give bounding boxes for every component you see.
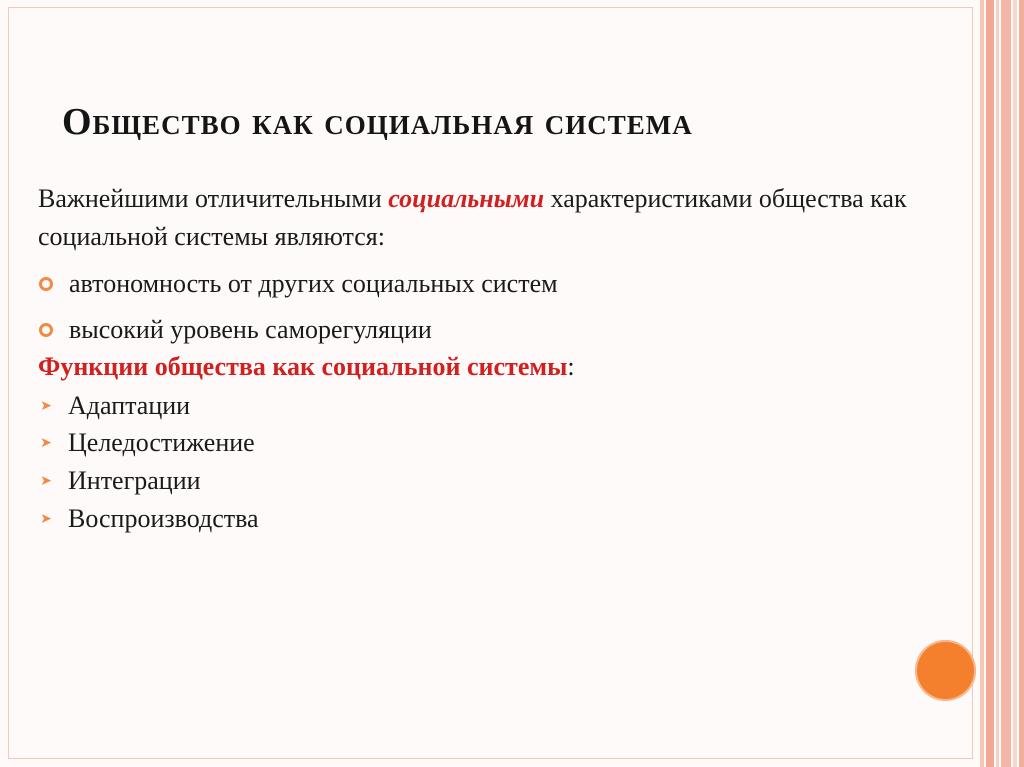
intro-text-end: характеристиками общества как социальной системы являются: (38, 184, 907, 251)
functions-heading-colon: : (567, 352, 575, 381)
stripe (1001, 0, 1011, 767)
stripe (996, 0, 999, 767)
function-text: Целедостижение (68, 428, 255, 457)
stripe (986, 0, 994, 767)
functions-heading-text: Функции общества как социальной системы (38, 352, 568, 381)
chevron-right-icon: ➤ (40, 435, 52, 451)
function-item (38, 502, 259, 536)
decorative-stripes (980, 0, 1024, 767)
stripe (980, 0, 984, 767)
intro-text-start: Важнейшими отличительными (38, 184, 389, 213)
ring-bullet-icon (39, 277, 53, 291)
ring-bullet-icon (39, 323, 53, 337)
function-item (38, 464, 201, 498)
intro-accent-word: социальными (388, 184, 545, 213)
bullet-text: высокий уровень саморегуляции (69, 315, 432, 344)
intro-paragraph (38, 180, 918, 256)
slide-title: Общество как социальная система (62, 101, 693, 143)
chevron-right-icon: ➤ (40, 511, 52, 527)
stripe (1019, 0, 1024, 767)
bullet-text: автономность от других социальных систем (69, 269, 558, 298)
function-text: Воспроизводства (68, 504, 259, 533)
function-text: Интеграции (68, 466, 201, 495)
function-item (38, 389, 190, 423)
chevron-right-icon: ➤ (40, 473, 52, 489)
list-item (38, 267, 558, 301)
list-item (38, 313, 432, 347)
function-item (38, 426, 255, 460)
function-text: Адаптации (68, 391, 191, 420)
chevron-right-icon: ➤ (40, 398, 52, 414)
stripe (1013, 0, 1017, 767)
orange-circle-icon (915, 640, 976, 701)
functions-heading (38, 350, 575, 384)
